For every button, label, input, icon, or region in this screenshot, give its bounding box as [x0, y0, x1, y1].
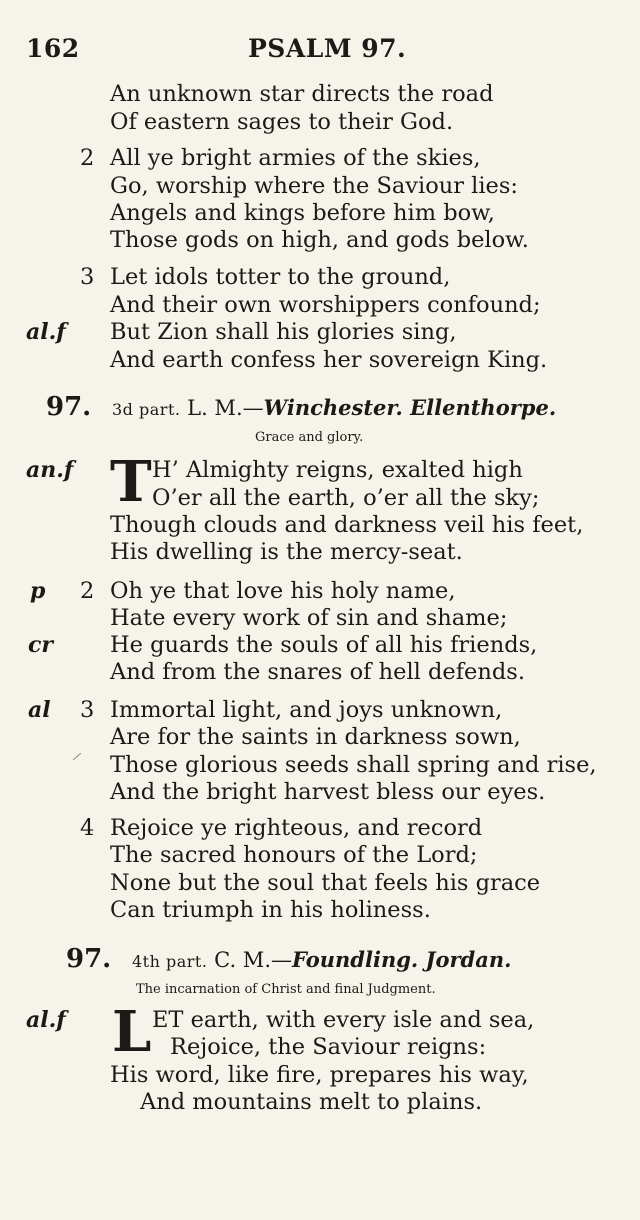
dynamic-mark: p	[30, 578, 46, 604]
part-label: 4th part.	[132, 952, 208, 971]
verse-line: All ye bright armies of the skies,	[110, 145, 481, 171]
verse-line: Those glorious seeds shall spring and rise,	[110, 752, 597, 778]
verse-line: Angels and kings before him bow,	[110, 200, 495, 226]
verse-line: And earth confess her sovereign King.	[110, 347, 548, 373]
verse-line: And from the snares of hell defends.	[110, 659, 525, 685]
psalm-number: 97.	[46, 392, 92, 422]
stanza-number: 3	[80, 697, 95, 723]
verse-line: The sacred honours of the Lord;	[110, 842, 478, 868]
tune-names: Foundling. Jordan.	[292, 947, 512, 972]
dynamic-mark: al.f	[26, 319, 66, 345]
drop-cap: T	[110, 449, 152, 515]
dynamic-mark: cr	[28, 632, 53, 658]
verse-line: And their own worshippers confound;	[110, 292, 541, 318]
stanza-number: 4	[80, 815, 95, 841]
verse-line: An unknown star directs the road	[110, 81, 494, 107]
verse-line: But Zion shall his glories sing,	[110, 319, 457, 345]
hymn-subtitle: Grace and glory.	[255, 430, 364, 445]
verse-line: He guards the souls of all his friends,	[110, 632, 538, 658]
verse-line: And the bright harvest bless our eyes.	[110, 779, 546, 805]
verse-line: Those gods on high, and gods below.	[110, 227, 529, 253]
verse-line: Oh ye that love his holy name,	[110, 578, 456, 604]
stanza-number: 3	[80, 264, 95, 290]
part-heading	[112, 393, 556, 425]
verse-line: Of eastern sages to their God.	[110, 109, 454, 135]
verse-line: His word, like fire, prepares his way,	[110, 1062, 529, 1088]
verse-line: Go, worship where the Saviour lies:	[110, 173, 518, 199]
meter-label: C. M.—	[214, 948, 292, 972]
hymn-subtitle: The incarnation of Christ and final Judgment.	[136, 982, 436, 997]
dynamic-mark: an.f	[26, 457, 74, 483]
verse-line: Hate every work of sin and shame;	[110, 605, 508, 631]
dynamic-mark: al.f	[26, 1007, 66, 1033]
page-number: 162	[26, 34, 80, 63]
verse-line: Immortal light, and joys unknown,	[110, 697, 503, 723]
verse-line: Rejoice, the Saviour reigns:	[170, 1034, 487, 1060]
tune-names: Winchester. Ellenthorpe.	[263, 395, 557, 420]
verse-line: His dwelling is the mercy-seat.	[110, 539, 463, 565]
drop-cap: L	[112, 999, 152, 1065]
meter-label: L. M.—	[187, 396, 264, 420]
verse-line: Let idols totter to the ground,	[110, 264, 451, 290]
part-heading	[132, 945, 511, 977]
verse-line: ET earth, with every isle and sea,	[152, 1007, 535, 1033]
dynamic-mark: al	[28, 697, 51, 723]
verse-line: None but the soul that feels his grace	[110, 870, 541, 896]
verse-line: Rejoice ye righteous, and record	[110, 815, 483, 841]
verse-line: Though clouds and darkness veil his feet,	[110, 512, 584, 538]
verse-line: H’ Almighty reigns, exalted high	[152, 457, 523, 483]
verse-line: O’er all the earth, o’er all the sky;	[152, 485, 540, 511]
verse-line: And mountains melt to plains.	[140, 1089, 483, 1115]
margin-tick	[73, 753, 81, 760]
running-title: PSALM 97.	[248, 34, 407, 63]
verse-line: Can triumph in his holiness.	[110, 897, 431, 923]
part-label: 3d part.	[112, 400, 181, 419]
psalm-number: 97.	[66, 944, 112, 974]
verse-line: Are for the saints in darkness sown,	[110, 724, 521, 750]
stanza-number: 2	[80, 578, 95, 604]
stanza-number: 2	[80, 145, 95, 171]
